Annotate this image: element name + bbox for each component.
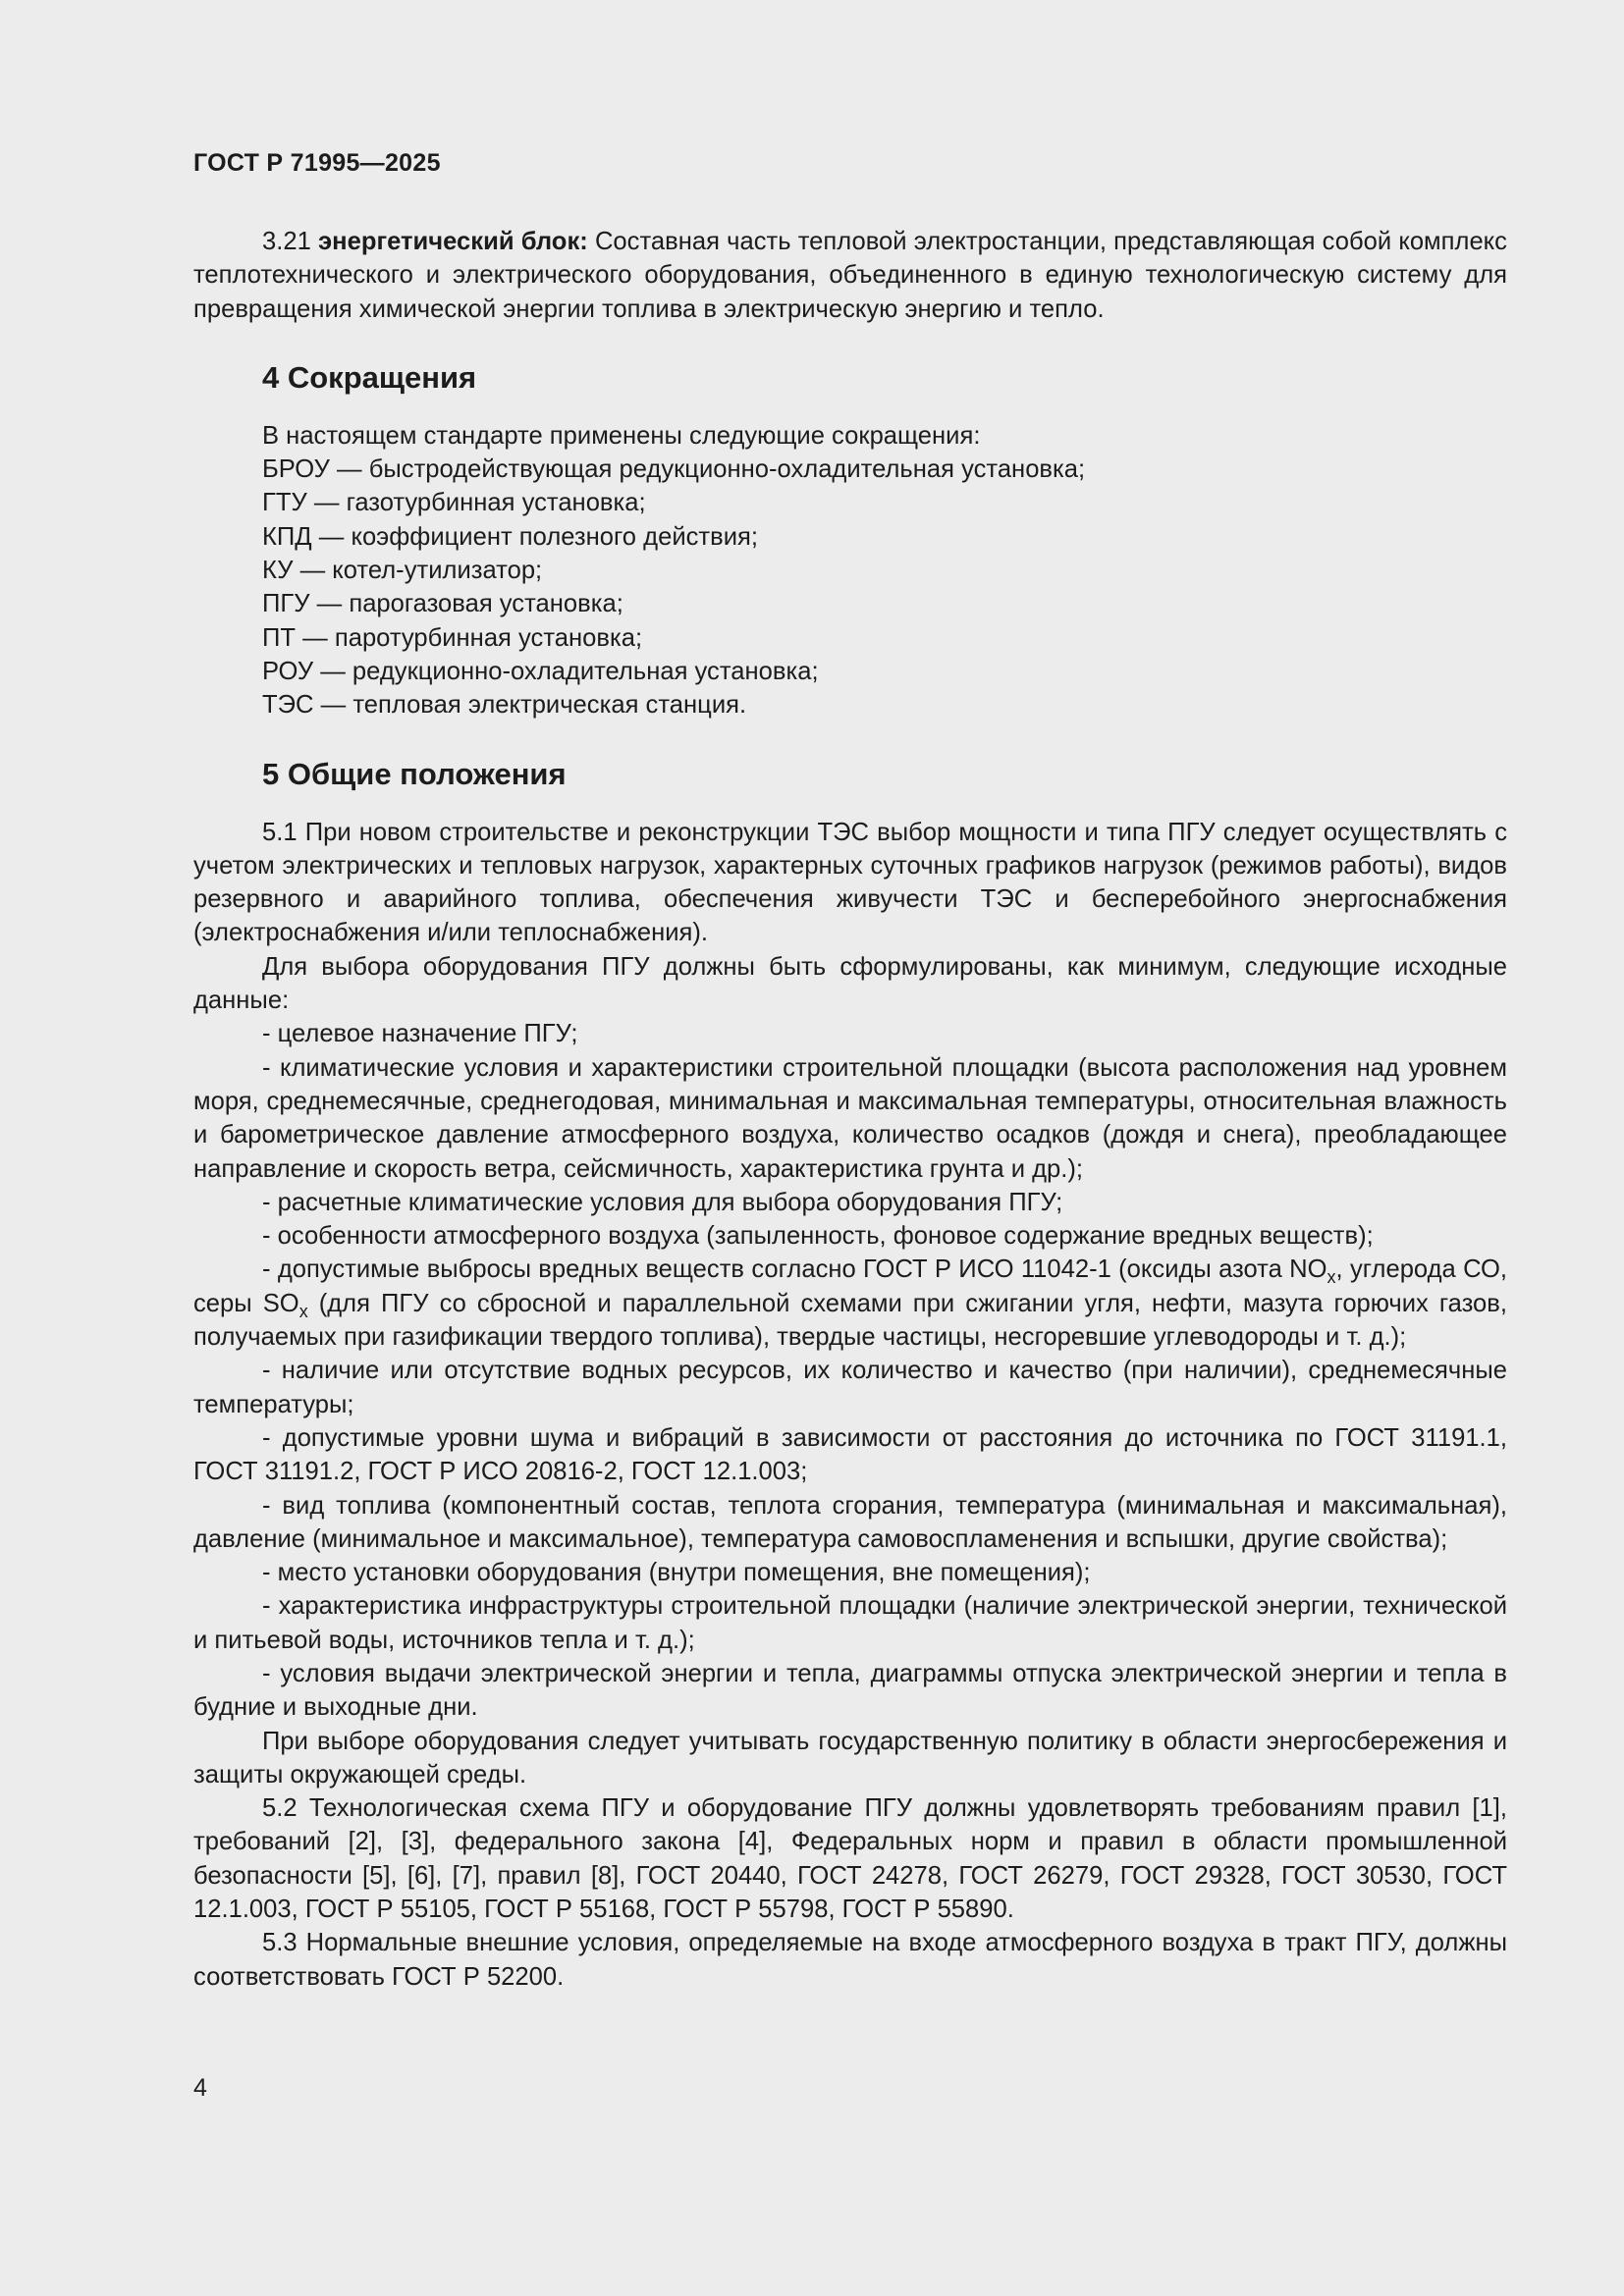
- page-number: 4: [193, 2074, 207, 2102]
- list-item: - место установки оборудования (внутри помещения, вне помещения);: [262, 1559, 1091, 1587]
- subscript-x: x: [1326, 1267, 1336, 1288]
- list-item: [193, 1253, 1507, 1354]
- abbreviation-item: БРОУ — быстродействующая редукционно-охладительная установка;: [262, 455, 1086, 484]
- clause-number: 3.21: [262, 228, 311, 255]
- list-item: - наличие или отсутствие водных ресурсов, их количество и качество (при наличии), среднемесячные температуры;: [193, 1357, 1507, 1418]
- abbreviation-item: КПД — коэффициент полезного действия;: [262, 522, 759, 551]
- clause-5-1: 5.1 При новом строительстве и реконструкции ТЭС выбор мощности и типа ПГУ следует осуществлять с учетом электрических и тепловых нагрузок, характерных суточных графиков нагрузок (режимов работы), видов резервного и аварийного топлива, обеспечения живучести ТЭС и бесперебойного энергоснабжения (электроснабжения и/или теплоснабжения).: [193, 818, 1507, 947]
- abbreviation-item: ГТУ — газотурбинная установка;: [262, 489, 646, 517]
- list-item: - расчетные климатические условия для выбора оборудования ПГУ;: [262, 1188, 1063, 1216]
- abbreviation-item: ТЭС — тепловая электрическая станция.: [262, 691, 747, 720]
- list-item: - условия выдачи электрической энергии и тепла, диаграммы отпуска электрической энергии и тепла в будние и выходные дни.: [193, 1659, 1507, 1722]
- list-item: - допустимые уровни шума и вибраций в зависимости от расстояния до источника по ГОСТ 31191.1, ГОСТ 31191.2, ГОСТ Р ИСО 20816-2, ГОСТ 12.1.003;: [193, 1423, 1507, 1486]
- section-4-heading: 4 Сокращения: [262, 359, 477, 395]
- section-5-heading: 5 Общие положения: [262, 756, 567, 791]
- abbreviations-intro: В настоящем стандарте применены следующие сокращения:: [262, 421, 981, 450]
- clause-3-21: [193, 225, 1507, 326]
- abbreviation-item: ПГУ — парогазовая установка;: [262, 590, 623, 618]
- abbreviation-item: РОУ — редукционно-охладительная установка;: [262, 657, 819, 685]
- list-item: - целевое назначение ПГУ;: [262, 1020, 578, 1048]
- emissions-text-c: (для ПГУ со сбросной и параллельной схемами при сжигании угля, нефти, мазута горючих газов, получаемых при газификации твердого топлива), твердые частицы, несгоревшие углеводороды и т. д.);: [193, 1289, 1508, 1352]
- subscript-x: x: [298, 1301, 308, 1321]
- abbreviation-item: КУ — котел-утилизатор;: [262, 557, 543, 585]
- list-item: - особенности атмосферного воздуха (запыленность, фоновое содержание вредных веществ);: [262, 1222, 1374, 1251]
- emissions-text-a: - допустимые выбросы вредных веществ согласно ГОСТ Р ИСО 11042-1 (оксиды азота NO: [262, 1255, 1327, 1284]
- page-content: [193, 225, 1507, 1994]
- term-definition: энергетический блок:: [318, 228, 588, 255]
- section-5-body: [193, 816, 1507, 1994]
- policy-paragraph: При выборе оборудования следует учитывать государственную политику в области энергосбережения и защиты окружающей среды.: [193, 1727, 1507, 1789]
- document-header-id: ГОСТ Р 71995—2025: [193, 149, 441, 177]
- abbreviation-item: ПТ — паротурбинная установка;: [262, 623, 643, 652]
- list-item: - климатические условия и характеристики строительной площадки (высота расположения над уровнем моря, среднемесячные, среднегодовая, минимальная и максимальная температуры, относительная влажность и барометрическое давление атмосферного воздуха, количество осадков (дождя и снега), преобладающее направление и скорость ветра, сейсмичность, характеристика грунта и др.);: [193, 1053, 1507, 1183]
- source-data-paragraph: Для выбора оборудования ПГУ должны быть сформулированы, как минимум, следующие исходные данные:: [193, 952, 1507, 1015]
- clause-5-3: 5.3 Нормальные внешние условия, определяемые на входе атмосферного воздуха в тракт ПГУ, должны соответствовать ГОСТ Р 52200.: [193, 1929, 1507, 1991]
- emissions-text-b: , углерода СО, серы SO: [193, 1255, 1508, 1317]
- definition-text: Составная часть тепловой электростанции, представляющая собой комплекс теплотехнического и электрического оборудования, объединенного в единую технологическую систему для превращения химической энергии топлива в электрическую энергию и тепло.: [193, 228, 1507, 323]
- abbreviations-list: [193, 419, 1507, 722]
- list-item: - характеристика инфраструктуры строительной площадки (наличие электрической энергии, технической и питьевой воды, источников тепла и т. д.);: [193, 1592, 1507, 1654]
- clause-5-2: 5.2 Технологическая схема ПГУ и оборудование ПГУ должны удовлетворять требованиям правил [1], требований [2], [3], федерального закона [4], Федеральных норм и правил в области промышленной безопасности [5], [6], [7], правил [8], ГОСТ 20440, ГОСТ 24278, ГОСТ 26279, ГОСТ 29328, ГОСТ 30530, ГОСТ 12.1.003, ГОСТ Р 55105, ГОСТ Р 55168, ГОСТ Р 55798, ГОСТ Р 55890.: [193, 1794, 1507, 1924]
- list-item: - вид топлива (компонентный состав, теплота сгорания, температура (минимальная и максимальная), давление (минимальное и максимальное), температура самовоспламенения и вспышки, другие свойства);: [193, 1491, 1507, 1553]
